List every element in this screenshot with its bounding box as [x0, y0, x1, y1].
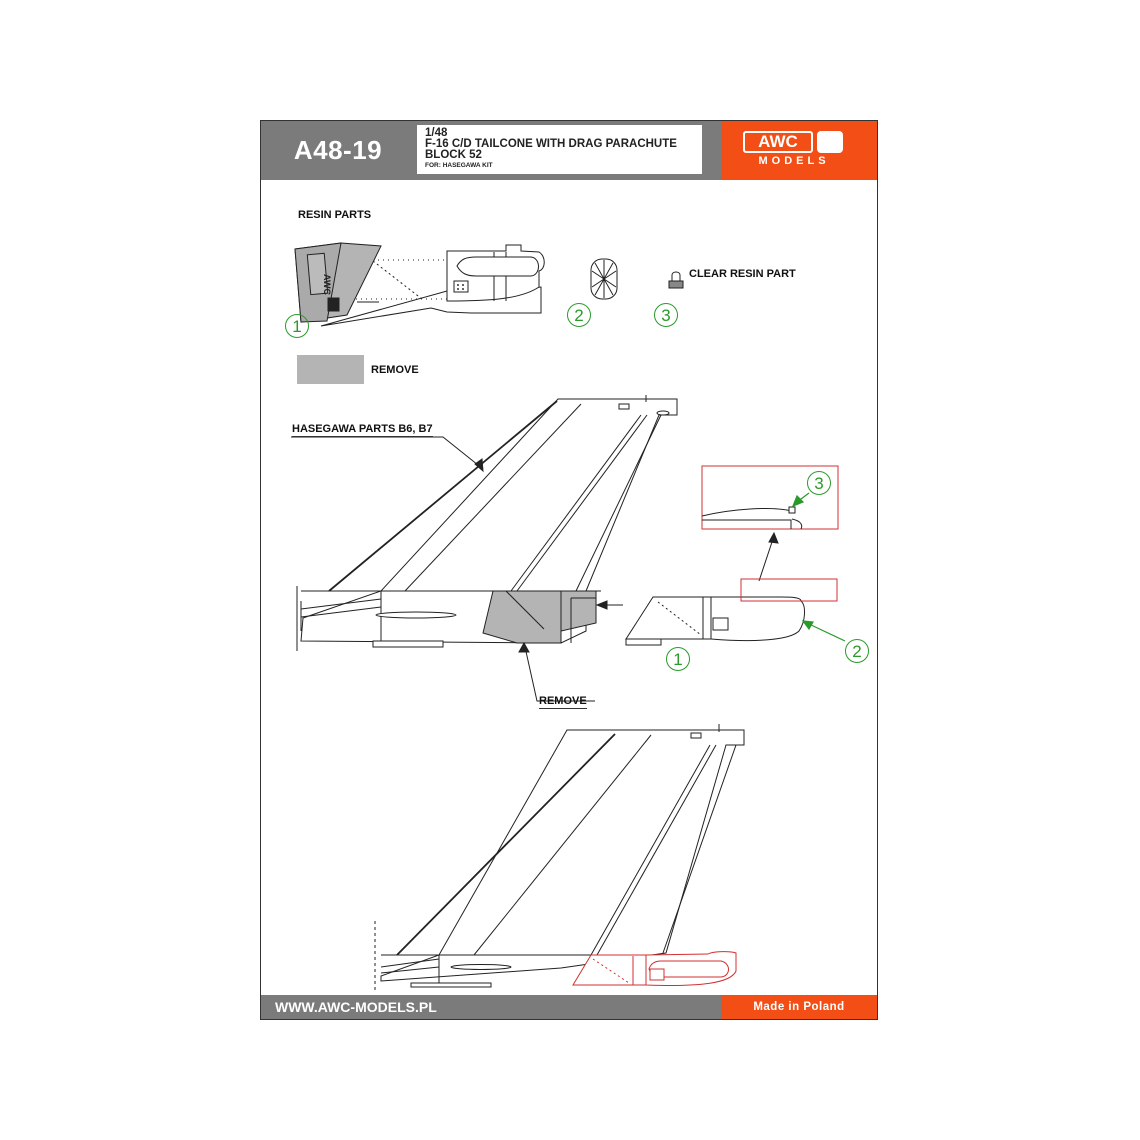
resin-part-2-drawing	[591, 259, 617, 299]
fin-drawing-final	[375, 724, 744, 991]
remove-legend-label: REMOVE	[371, 364, 419, 376]
tailcone-resin-step1	[626, 579, 837, 645]
product-subtitle: BLOCK 52	[425, 149, 482, 161]
callout-step-part-2: 2	[845, 639, 869, 663]
resin-parts-heading: RESIN PARTS	[298, 209, 372, 221]
brand-awc: AWC	[743, 131, 813, 153]
footer-bar	[261, 995, 877, 1019]
tailcone-resin-final	[573, 952, 736, 986]
product-title: F-16 C/D TAILCONE WITH DRAG PARACHUTE	[425, 138, 677, 150]
brand-models: MODELS	[758, 155, 830, 167]
remove-arrow-label: REMOVE	[539, 695, 587, 707]
callout-part-1: 1	[285, 314, 309, 338]
kit-label: FOR: HASEGAWA KIT	[425, 162, 493, 169]
callout-step-part-3: 3	[807, 471, 831, 495]
scale-label: 1/48	[425, 127, 448, 139]
assembly-drawing	[261, 121, 877, 1019]
callout-part-2: 2	[567, 303, 591, 327]
clear-resin-part-label: CLEAR RESIN PART	[689, 268, 796, 280]
resin-part-3-drawing	[669, 272, 683, 288]
made-in-label: Made in Poland	[721, 995, 877, 1019]
remove-swatch	[297, 355, 364, 384]
instruction-sheet	[260, 120, 878, 1020]
callout-part-3: 3	[654, 303, 678, 327]
website-link[interactable]: WWW.AWC-MODELS.PL	[275, 999, 437, 1015]
product-code: A48-19	[293, 135, 383, 165]
hasegawa-parts-label: HASEGAWA PARTS B6, B7	[292, 423, 433, 435]
callout-step-part-1: 1	[666, 647, 690, 671]
resin-stamp-awc: AWC	[322, 274, 332, 295]
remove-area-step1	[483, 591, 596, 643]
